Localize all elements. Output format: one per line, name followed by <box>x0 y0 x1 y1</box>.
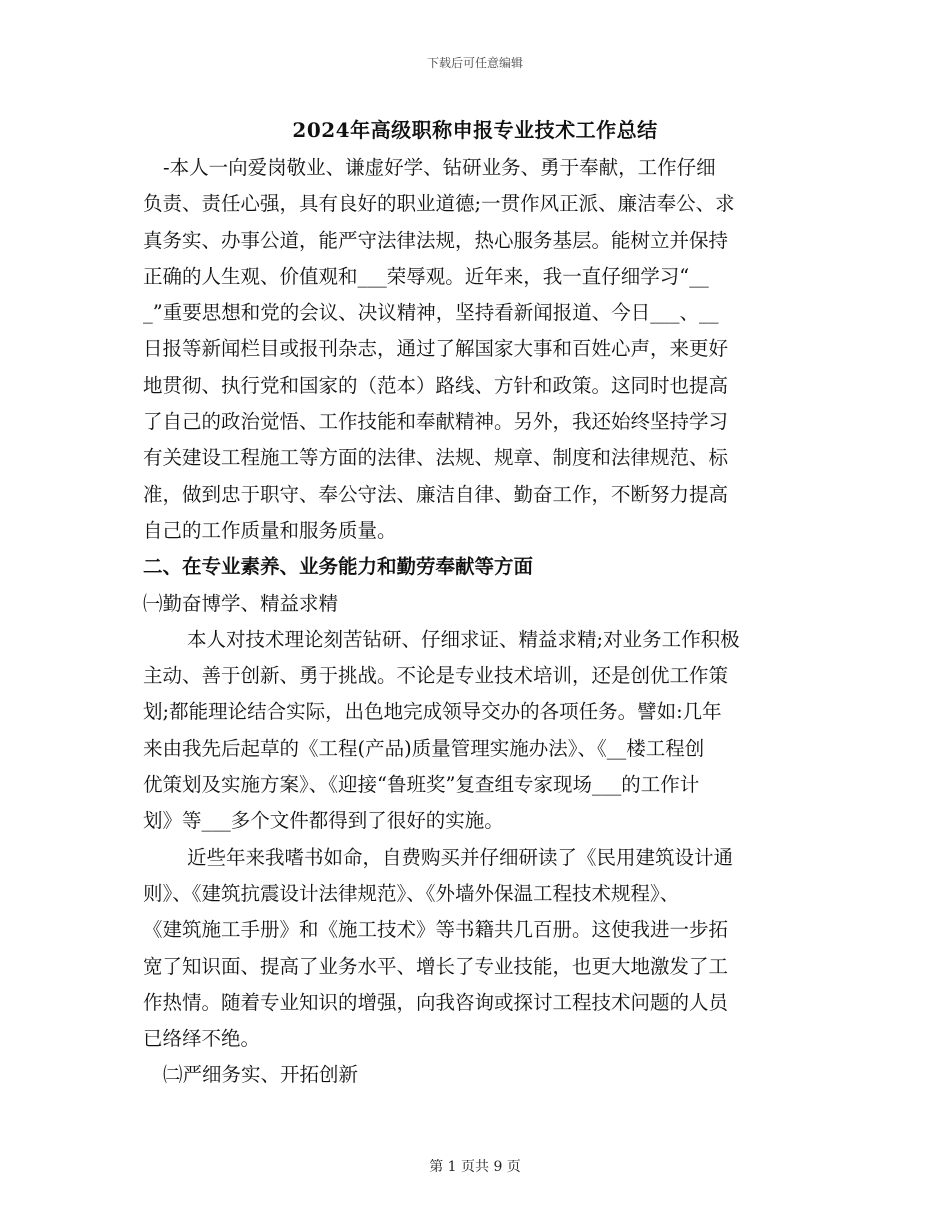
page-footer: 第 1 页共 9 页 <box>429 1159 521 1175</box>
body-line: 主动、善于创新、勇于挑战。不论是专业技术培训，还是创优工作策 <box>143 664 729 688</box>
body-line: 有关建设工程施工等方面的法律、法规、规章、制度和法律规范、标 <box>143 446 729 470</box>
body-line: 划;都能理论结合实际，出色地完成领导交办的各项任务。譬如:几年 <box>143 700 722 724</box>
document-title: 2024年高级职称申报专业技术工作总结 <box>292 118 658 142</box>
body-line: 宽了知识面、提高了业务水平、增长了专业技能，也更大地激发了工 <box>143 954 729 978</box>
body-line: 自己的工作质量和服务质量。 <box>143 518 397 542</box>
body-line: ㈡严细务实、开拓创新 <box>163 1063 359 1087</box>
body-line: ㈠勤奋博学、精益求精 <box>143 591 339 615</box>
body-line: 本人对技术理论刻苦钻研、仔细求证、精益求精;对业务工作积极 <box>187 627 740 651</box>
body-line: 《建筑施工手册》和《施工技术》等书籍共几百册。这使我进一步拓 <box>143 918 729 942</box>
body-line: 划》等___多个文件都得到了很好的实施。 <box>143 809 504 833</box>
body-line: -本人一向爱岗敬业、谦虚好学、钻研业务、勇于奉献，工作仔细 <box>163 156 716 179</box>
header-note: 下载后可任意编辑 <box>426 56 523 70</box>
body-line: 近些年来我嗜书如命，自费购买并仔细研读了《民用建筑设计通 <box>187 845 734 869</box>
body-line: 负责、责任心强，具有良好的职业道德;一贯作风正派、廉洁奉公、求 <box>143 192 735 216</box>
body-line: 了自己的政治觉悟、工作技能和奉献精神。另外，我还始终坚持学习 <box>143 410 729 434</box>
body-line: 则》、《建筑抗震设计法律规范》、《外墙外保温工程技术规程》、 <box>143 881 680 905</box>
section-heading: 二、在专业素养、业务能力和勤劳奉献等方面 <box>143 555 534 579</box>
body-line: 已络绎不绝。 <box>143 1027 261 1051</box>
body-line: 来由我先后起草的《工程(产品)质量管理实施办法》、《__楼工程创 <box>143 736 705 760</box>
document-body <box>143 150 805 1094</box>
body-line: 作热情。随着专业知识的增强，向我咨询或探讨工程技术问题的人员 <box>143 990 729 1014</box>
body-line: 真务实、办事公道，能严守法律法规，热心服务基层。能树立并保持 <box>143 228 729 252</box>
body-line: 日报等新闻栏目或报刊杂志，通过了解国家大事和百姓心声，来更好 <box>143 337 729 361</box>
body-line: _”重要思想和党的会议、决议精神，坚持看新闻报道、今日___、__ <box>143 301 719 325</box>
body-line: 优策划及实施方案》、《迎接“鲁班奖”复查组专家现场___的工作计 <box>143 773 700 797</box>
body-line: 准，做到忠于职守、奉公守法、廉洁自律、勤奋工作，不断努力提高 <box>143 482 729 506</box>
body-line: 正确的人生观、价值观和___荣辱观。近年来，我一直仔细学习“__ <box>143 264 709 288</box>
body-line: 地贯彻、执行党和国家的（范本）路线、方针和政策。这同时也提高 <box>143 373 729 397</box>
